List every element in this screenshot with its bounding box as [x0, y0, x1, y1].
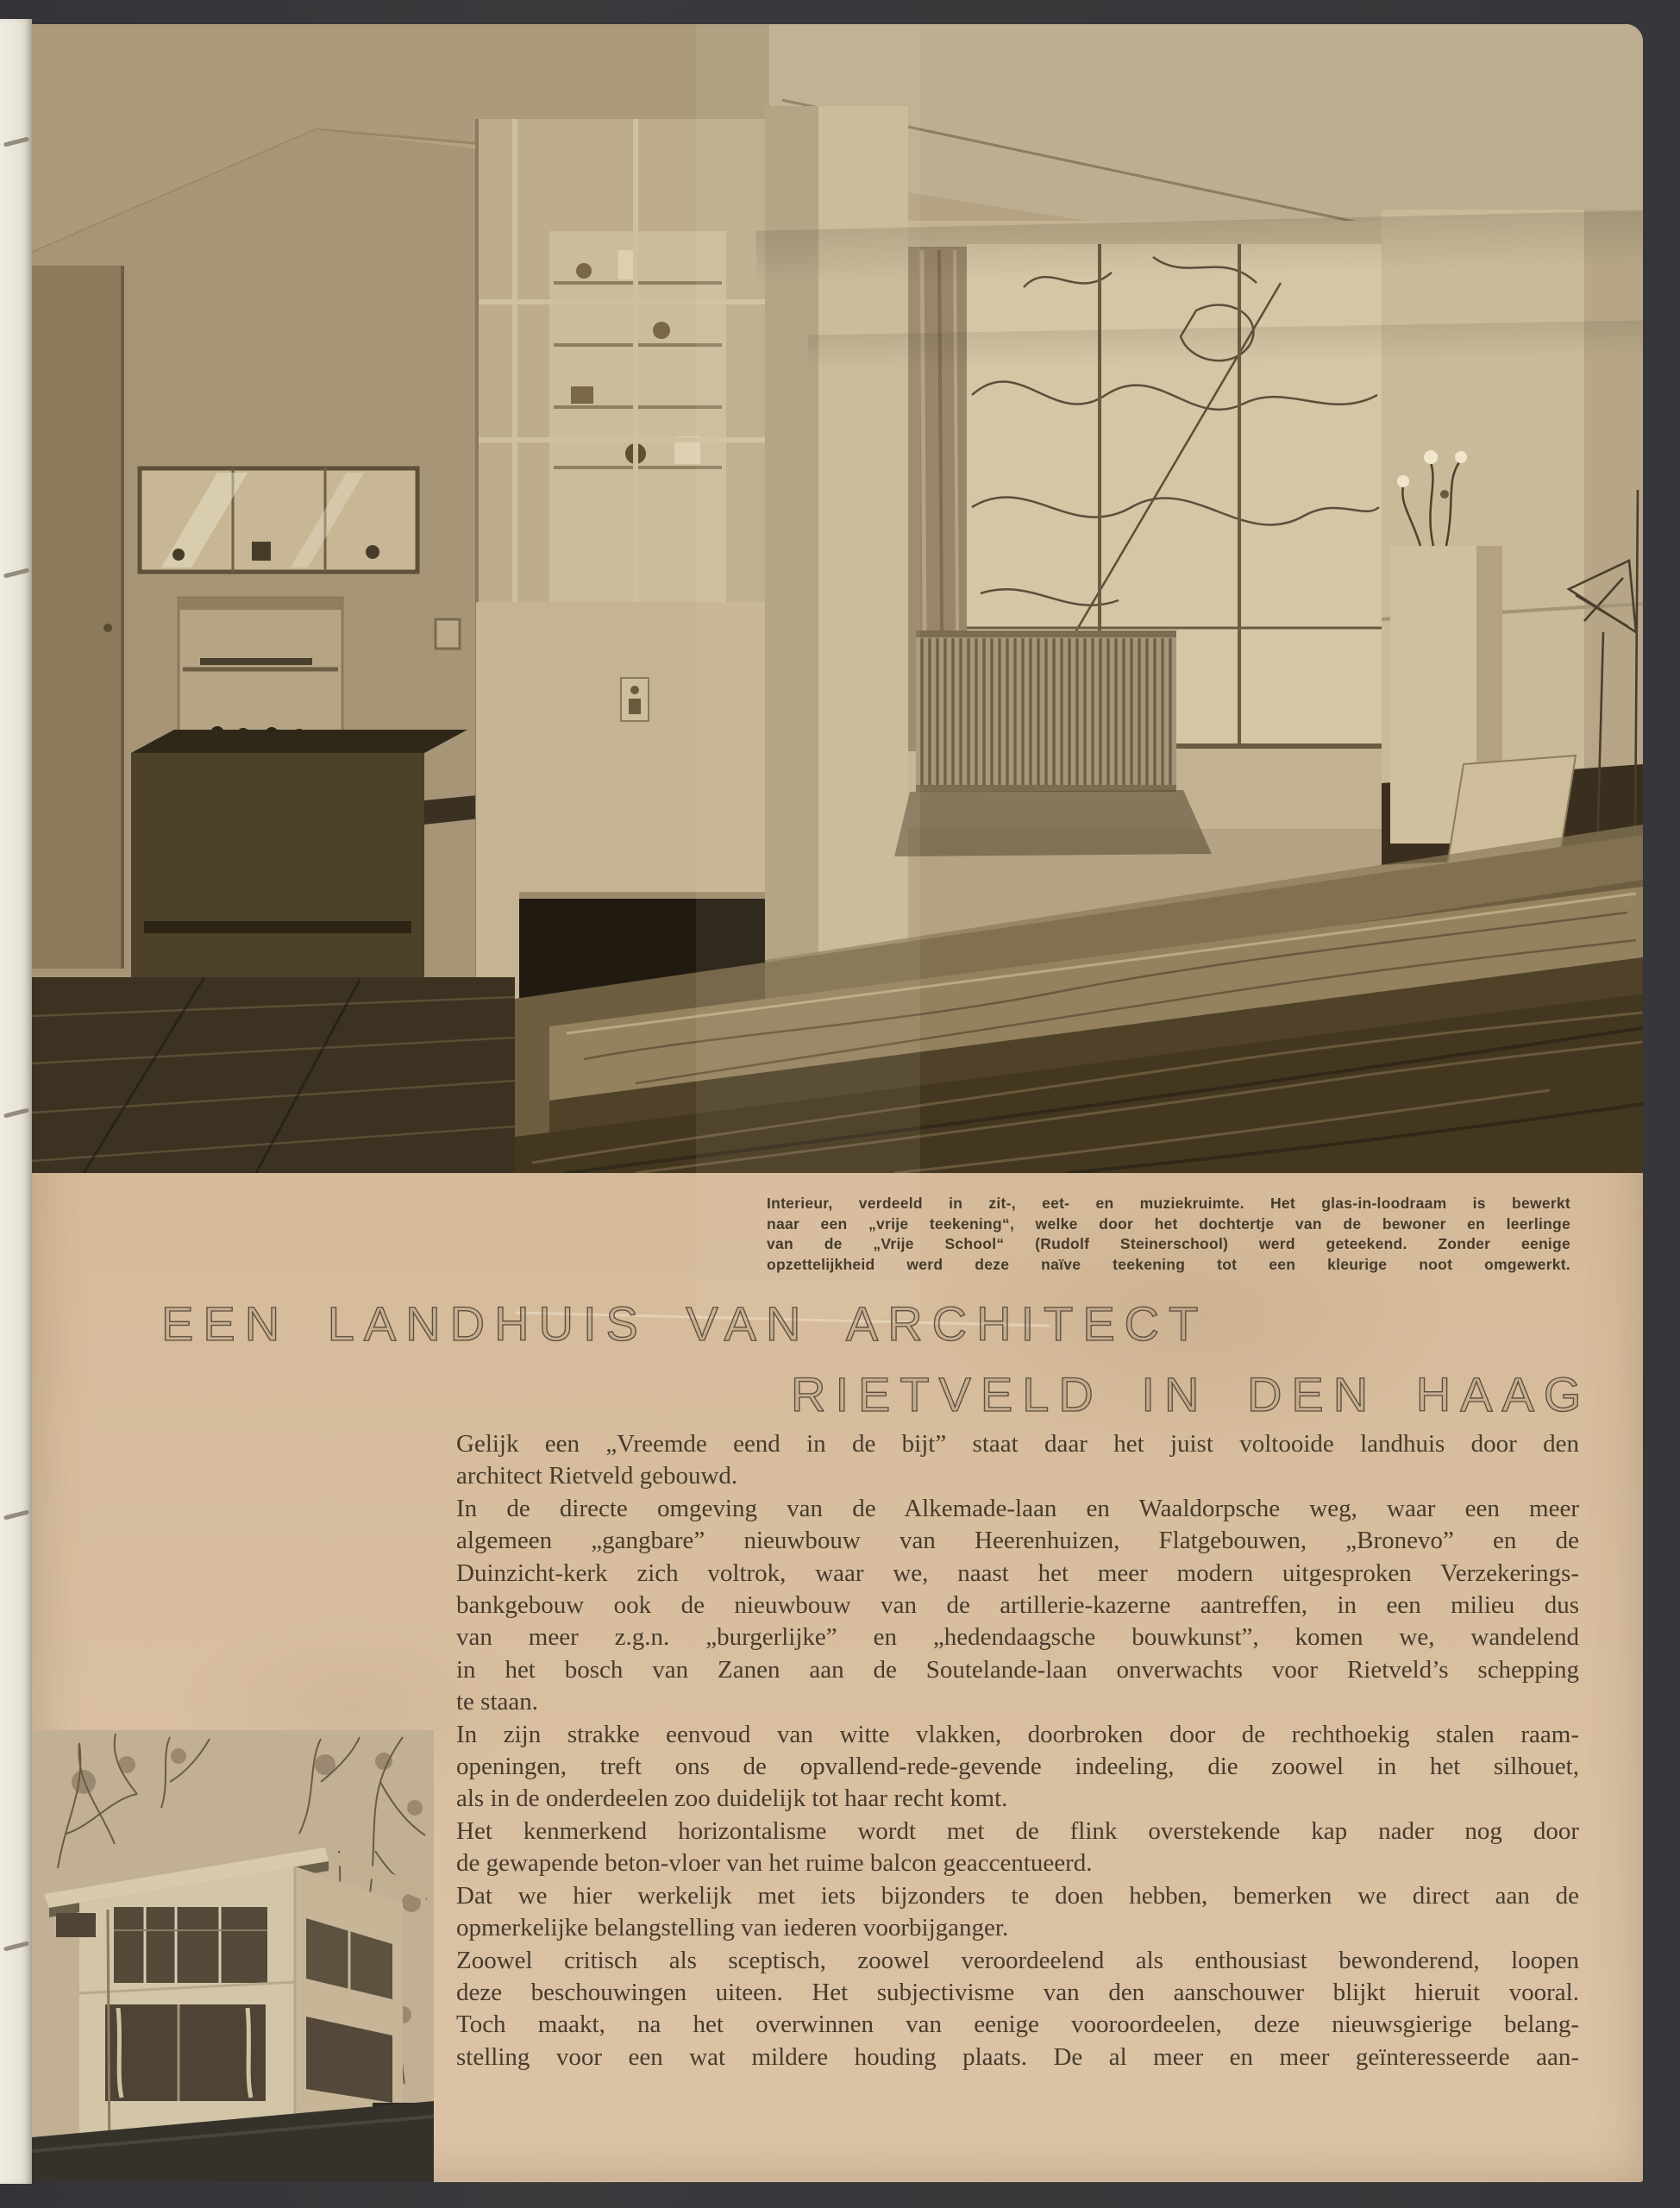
article-body — [456, 1428, 1579, 2073]
left-floor — [32, 977, 515, 1173]
binding-stitch — [3, 1509, 29, 1520]
print-line: Dat we hier werkelijk met iets bijzonders te doen hebben, bemerken we direct aan de — [456, 1881, 1579, 1910]
print-line: Het kenmerkend horizontalisme wordt met de flink overstekende kap nader nog door — [456, 1816, 1579, 1845]
binding-stitch — [3, 568, 29, 578]
print-line: naar een „vrije teekening“, welke door het dochtertje van de bewoner en leerlinge — [767, 1214, 1570, 1233]
binding-stitch — [3, 1941, 29, 1951]
print-line: In de directe omgeving van de Alkemade-laan en Waaldorpsche weg, waar een meer — [456, 1494, 1579, 1522]
photo-caption — [767, 1194, 1570, 1275]
print-line: deze beschouwingen uiteen. Het subjectivisme van den aanschouwer blijkt hieruit vooral. — [456, 1978, 1579, 2006]
print-line: Interieur, verdeeld in zit-, eet- en muziekruimte. Het glas-in-loodraam is bewerkt — [767, 1195, 1570, 1212]
light-switch — [436, 619, 460, 649]
print-line: als in de onderdeelen zoo duidelijk tot haar recht komt. — [456, 1785, 1008, 1813]
ornament-tile — [621, 678, 649, 721]
article-title-line1: EEN LANDHUIS VAN ARCHITECT — [161, 1296, 1208, 1351]
downpipe — [108, 1910, 110, 2166]
glass-display-case — [140, 468, 417, 572]
paragraph — [456, 1880, 1579, 1945]
wall-niche — [179, 598, 342, 746]
print-line: in het bosch van Zanen aan de Soutelande-laan onverwachts voor Rietveld’s schepping — [456, 1655, 1579, 1684]
print-line: opmerkelijke belangstelling van iederen voorbijganger. — [456, 1914, 1009, 1942]
print-line: algemeen „gangbare” nieuwbouw van Heerenhuizen, Flatgebouwen, „Bronevo” en de — [456, 1527, 1579, 1555]
print-line: van meer z.g.n. „burgerlijke” en „hedendaagsche bouwkunst”, komen we, wandelend — [456, 1623, 1579, 1652]
print-line: te staan. — [456, 1688, 539, 1716]
interior-photo — [32, 24, 1643, 1173]
upper-window — [114, 1907, 267, 1983]
print-line: opzettelijkheid werd deze naïve teekening tot een kleurige noot omgewerkt. — [767, 1255, 1570, 1273]
interior-photo-illustration — [32, 24, 1643, 1173]
paragraph — [456, 1816, 1579, 1880]
print-line: Gelijk een „Vreemde eend in de bijt” staat daar het juist voltooide landhuis door den — [456, 1430, 1579, 1458]
binding-stitch — [3, 136, 29, 147]
print-line: openingen, treft ons de opvallend-rede-gevende indeeling, die zoowel in het silhouet, — [456, 1753, 1579, 1781]
wall-box — [56, 1913, 96, 1937]
paragraph — [456, 1719, 1579, 1816]
print-line: In zijn strakke eenvoud van witte vlakken, doorbroken door de rechthoekig stalen raam- — [456, 1720, 1579, 1748]
magazine-page — [32, 24, 1643, 2182]
lower-window — [105, 2004, 266, 2101]
print-line: stelling voor een wat mildere houding plaats. De al meer en meer geïnteresseerde aan- — [456, 2042, 1579, 2071]
book-binding-edge — [0, 19, 32, 2184]
print-line: van de „Vrije School“ (Rudolf Steinerschool) werd geteekend. Zonder eenige — [767, 1235, 1570, 1252]
print-line: bankgebouw ook de nieuwbouw van de artillerie-kazerne aantreffen, in een milieu dus — [456, 1591, 1579, 1620]
print-line: de gewapende beton-vloer van het ruime balcon geaccentueerd. — [456, 1849, 1093, 1878]
paragraph — [456, 1945, 1579, 2074]
print-line: Zoowel critisch als sceptisch, zoowel veroordeelend als enthousiast bewonderend, loopen — [456, 1946, 1579, 1974]
print-line: architect Rietveld gebouwd. — [456, 1462, 738, 1490]
paragraph — [456, 1428, 1579, 1493]
print-line: Toch maakt, na het overwinnen van eenige vooroordeelen, deze nieuwsgierige belang- — [456, 2010, 1579, 2039]
exterior-photo-illustration — [32, 1730, 434, 2182]
paragraph — [456, 1493, 1579, 1719]
radiator — [894, 630, 1212, 856]
door — [32, 266, 122, 969]
print-line: Duinzicht-kerk zich voltrok, waar we, naast het meer modern uitgesproken Verzekerings- — [456, 1559, 1579, 1587]
binding-stitch — [3, 1107, 29, 1118]
article-title-line2: RIETVELD IN DEN HAAG — [791, 1367, 1591, 1421]
exterior-photo — [32, 1730, 434, 2182]
